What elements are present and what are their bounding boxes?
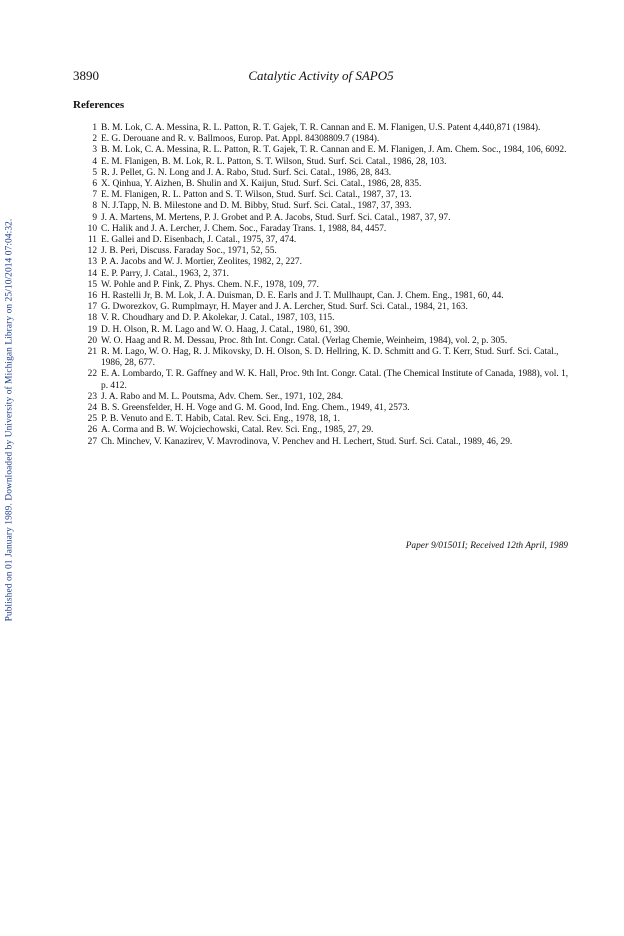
- reference-number: 3: [92, 145, 97, 156]
- running-title: Catalytic Activity of SAPO5: [248, 68, 394, 83]
- reference-item: [73, 313, 573, 324]
- reference-text: B. M. Lok, C. A. Messina, R. L. Patton, R. T. Gajek, T. R. Cannan and E. M. Flanigen, U.S. Patent 4,440,871 (1984).: [101, 123, 541, 133]
- reference-text: D. H. Olson, R. M. Lago and W. O. Haag, J. Catal., 1980, 61, 390.: [101, 324, 350, 335]
- reference-number: 24: [87, 403, 97, 414]
- reference-text: P. B. Venuto and E. T. Habib, Catal. Rev. Sci. Eng., 1978, 18, 1.: [101, 414, 340, 425]
- reference-number: 22: [87, 369, 97, 380]
- reference-number: 2: [92, 134, 97, 145]
- reference-text: B. M. Lok, C. A. Messina, R. L. Patton, R. T. Gajek, T. R. Cannan and E. M. Flanigen, J. Am. Chem. Soc., 1984, 106, 6092.: [101, 145, 567, 156]
- reference-number: 15: [87, 279, 97, 290]
- reference-number: 7: [92, 190, 97, 201]
- download-watermark: [2, 120, 16, 720]
- reference-number: 10: [87, 223, 97, 234]
- reference-item: [73, 414, 573, 425]
- reference-text: E. A. Lombardo, T. R. Gaffney and W. K. Hall, Proc. 9th Int. Congr. Catal. (The Chemical Institute of Canada, 1988), vol. 1, p. 412.: [101, 369, 569, 391]
- reference-item: [73, 213, 573, 224]
- reference-number: 19: [87, 324, 97, 335]
- reference-text: W. Pohle and P. Fink, Z. Phys. Chem. N.F., 1978, 109, 77.: [101, 279, 319, 290]
- reference-item: [73, 325, 573, 336]
- reference-number: 17: [87, 302, 97, 313]
- reference-item: [73, 347, 573, 369]
- reference-text: E. M. Flanigen, B. M. Lok, R. L. Patton, S. T. Wilson, Stud. Surf. Sci. Catal., 1986, 28, 103.: [101, 156, 447, 167]
- reference-number: 6: [92, 179, 97, 190]
- page-number: 3890: [73, 68, 99, 83]
- reference-number: 16: [87, 291, 97, 302]
- reference-item: [73, 235, 573, 246]
- reference-item: [73, 425, 573, 436]
- reference-item: [73, 280, 573, 291]
- reference-text: A. Corma and B. W. Wojciechowski, Catal. Rev. Sci. Eng., 1985, 27, 29.: [101, 425, 374, 436]
- reference-item: [73, 437, 573, 448]
- reference-number: 26: [87, 425, 97, 436]
- reference-text: Ch. Minchev, V. Kanazirev, V. Mavrodinova, V. Penchev and H. Lechert, Stud. Surf. Sci. Catal., 1989, 46, 29.: [101, 436, 513, 447]
- reference-item: [73, 392, 573, 403]
- reference-item: [73, 201, 573, 212]
- reference-text: P. A. Jacobs and W. J. Mortier, Zeolites, 1982, 2, 227.: [101, 257, 302, 268]
- reference-item: [73, 302, 573, 313]
- reference-list: [73, 123, 573, 448]
- reference-text: B. S. Greensfelder, H. H. Voge and G. M. Good, Ind. Eng. Chem., 1949, 41, 2573.: [101, 403, 410, 414]
- reference-text: V. R. Choudhary and D. P. Akolekar, J. Catal., 1987, 103, 115.: [101, 313, 335, 324]
- reference-text: E. Gallei and D. Eisenbach, J. Catal., 1975, 37, 474.: [101, 235, 297, 246]
- references-heading: References: [73, 99, 125, 111]
- reference-number: 5: [92, 167, 97, 178]
- reference-text: J. B. Peri, Discuss. Faraday Soc., 1971, 52, 55.: [101, 246, 277, 257]
- reference-text: W. O. Haag and R. M. Dessau, Proc. 8th Int. Congr. Catal. (Verlag Chemie, Weinheim, 1984), vol. 2, p. 305.: [101, 335, 508, 346]
- download-watermark-text: Published on 01 January 1989. Downloaded by University of Michigan Library on 25/10/2014 07:04:32.: [4, 218, 15, 622]
- reference-item: [73, 157, 573, 168]
- reference-number: 14: [87, 268, 97, 279]
- reference-text: J. A. Rabo and M. L. Poutsma, Adv. Chem. Ser., 1971, 102, 284.: [101, 391, 344, 402]
- reference-item: [73, 369, 573, 391]
- reference-text: E. P. Parry, J. Catal., 1963, 2, 371.: [101, 268, 230, 279]
- reference-item: [73, 257, 573, 268]
- reference-number: 20: [87, 335, 97, 346]
- reference-item: [73, 403, 573, 414]
- reference-text: R. J. Pellet, G. N. Long and J. A. Rabo, Stud. Surf. Sci. Catal., 1986, 28, 843.: [101, 167, 392, 178]
- reference-item: [73, 336, 573, 347]
- reference-item: [73, 246, 573, 257]
- reference-number: 4: [92, 156, 97, 167]
- reference-item: [73, 224, 573, 235]
- reference-text: N. J.Tapp, N. B. Milestone and D. M. Bibby, Stud. Surf. Sci. Catal., 1987, 37, 393.: [101, 201, 412, 212]
- reference-number: 27: [87, 436, 97, 447]
- reference-item: [73, 134, 573, 145]
- reference-number: 25: [87, 414, 97, 425]
- reference-text: J. A. Martens, M. Mertens, P. J. Grobet and P. A. Jacobs, Stud. Surf. Sci. Catal., 1987, 37, 97.: [101, 212, 451, 223]
- reference-item: [73, 145, 573, 156]
- reference-text: E. M. Flanigen, R. L. Patton and S. T. Wilson, Stud. Surf. Sci. Catal., 1987, 37, 13.: [101, 190, 412, 201]
- reference-text: E. G. Derouane and R. v. Ballmoos, Europ. Pat. Appl. 84308809.7 (1984).: [101, 134, 380, 145]
- reference-item: [73, 269, 573, 280]
- reference-number: 23: [87, 391, 97, 402]
- reference-number: 8: [92, 201, 97, 212]
- reference-number: 18: [87, 313, 97, 324]
- reference-text: G. Dworezkov, G. Rumplmayr, H. Mayer and J. A. Lercher, Stud. Surf. Sci. Catal., 1984, 21, 163.: [101, 302, 468, 313]
- reference-number: 12: [87, 246, 97, 257]
- reference-text: C. Halik and J. A. Lercher, J. Chem. Soc., Faraday Trans. 1, 1988, 84, 4457.: [101, 223, 387, 234]
- reference-item: [73, 190, 573, 201]
- reference-text: R. M. Lago, W. O. Hag, R. J. Mikovsky, D. H. Olson, S. D. Hellring, K. D. Schmitt and G. T. Kerr, Stud. Surf. Sci. Catal., 1986, 28, 677.: [101, 347, 559, 369]
- reference-item: [73, 291, 573, 302]
- reference-number: 11: [87, 235, 97, 246]
- reference-number: 1: [92, 123, 97, 133]
- reference-text: X. Qinhua, Y. Aizhen, B. Shulin and X. Kaijun, Stud. Surf. Sci. Catal., 1986, 28, 835.: [101, 179, 422, 190]
- reference-item: [73, 123, 573, 134]
- reference-number: 13: [87, 257, 97, 268]
- reference-item: [73, 179, 573, 190]
- reference-text: H. Rastelli Jr, B. M. Lok, J. A. Duisman, D. E. Earls and J. T. Mullhaupt, Can. J. Chem. Eng., 1981, 60, 44.: [101, 291, 504, 302]
- reference-number: 21: [87, 347, 97, 358]
- paper-received-note: Paper 9/01501I; Received 12th April, 1989: [405, 541, 568, 551]
- reference-item: [73, 168, 573, 179]
- reference-number: 9: [92, 212, 97, 223]
